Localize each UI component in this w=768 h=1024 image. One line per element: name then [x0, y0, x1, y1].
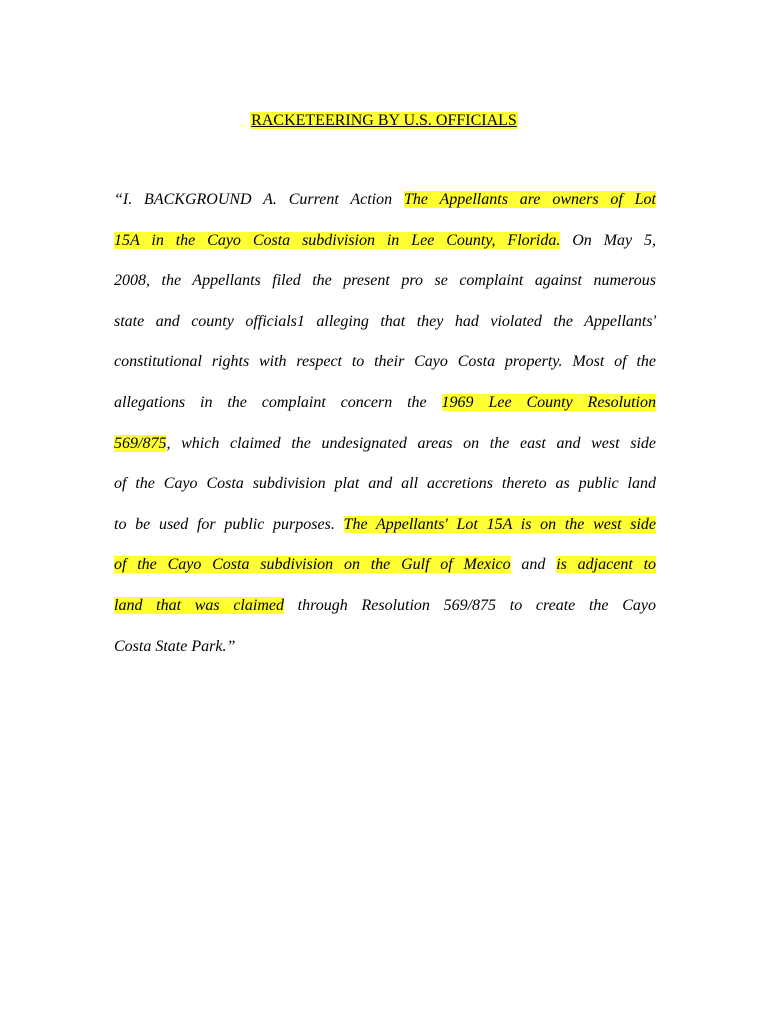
body-text-run: , which claimed the undesignated areas on the east and west side	[166, 434, 656, 452]
highlighted-text: 15A in the Cayo Costa subdivision in Lee County, Florida.	[114, 231, 561, 249]
body-text-run: through Resolution 569/875 to create the Cayo	[283, 596, 656, 614]
body-line	[114, 424, 656, 465]
body-line	[114, 180, 656, 221]
highlighted-text: 1969 Lee County Resolution	[441, 393, 656, 411]
document-body	[114, 180, 656, 667]
body-text-run: “I. BACKGROUND A. Current Action	[114, 191, 404, 208]
body-line	[114, 342, 656, 383]
body-text-run: state and county officials1 alleging that they had violated the Appellants'	[114, 312, 656, 330]
body-line	[114, 545, 656, 586]
body-line	[114, 383, 656, 424]
body-text-run: 2008, the Appellants filed the present pro se complaint against numerous	[114, 272, 656, 290]
document-title-text: RACKETEERING BY U.S. OFFICIALS	[251, 112, 517, 129]
body-line	[114, 464, 656, 505]
body-line	[114, 627, 656, 668]
body-text-run: allegations in the complaint concern the	[114, 393, 442, 411]
highlighted-text: land that was claimed	[114, 596, 284, 614]
highlighted-text: The Appellants' Lot 15A is on the west side	[343, 515, 656, 533]
body-text-run: On May 5,	[560, 231, 657, 249]
body-line	[114, 261, 656, 302]
body-text-run: and	[510, 556, 557, 574]
highlighted-text: The Appellants are owners of Lot	[403, 191, 656, 208]
body-line	[114, 586, 656, 627]
highlighted-text: of the Cayo Costa subdivision on the Gulf of Mexico	[114, 556, 511, 574]
body-text-run: to be used for public purposes.	[114, 515, 344, 533]
highlighted-text: is adjacent to	[556, 556, 657, 574]
body-line	[114, 302, 656, 343]
body-line	[114, 505, 656, 546]
highlighted-text: 569/875	[114, 434, 167, 452]
document-title	[0, 110, 768, 132]
body-text-run: constitutional rights with respect to their Cayo Costa property. Most of the	[114, 353, 656, 371]
body-text-run: Costa State Park.”	[114, 637, 236, 655]
body-text-run: of the Cayo Costa subdivision plat and all accretions thereto as public land	[114, 475, 656, 493]
body-line	[114, 221, 656, 262]
